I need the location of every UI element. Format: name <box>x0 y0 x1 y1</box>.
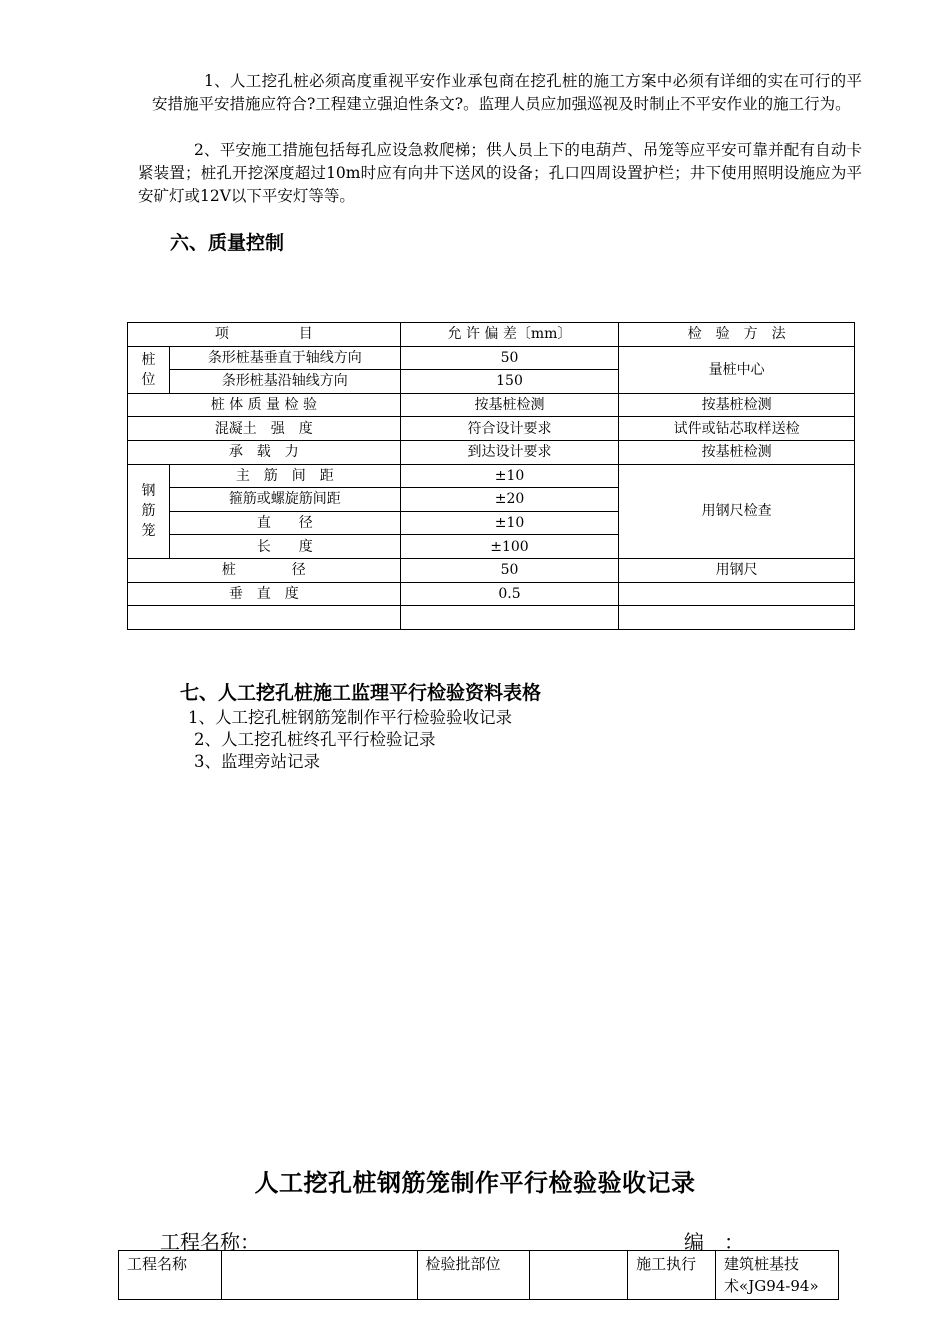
table-cell-item: 垂 直 度 <box>128 582 401 606</box>
table-cell-empty <box>128 606 401 630</box>
table-cell-item: 长 度 <box>169 535 400 559</box>
table-cell-method: 用钢尺 <box>619 558 855 582</box>
table-cell-tolerance: 50 <box>400 558 619 582</box>
table-row <box>128 558 855 582</box>
table-cell-tolerance: 到达设计要求 <box>400 440 619 464</box>
quality-tolerance-table <box>127 322 855 630</box>
table-row <box>128 582 855 606</box>
table-cell-item: 直 径 <box>169 511 400 535</box>
table-cell-tolerance: 150 <box>400 370 619 394</box>
table-cell-method: 用钢尺检查 <box>619 464 855 558</box>
form-label-project-name: 工程名称 <box>119 1251 222 1300</box>
table-cell-item: 条形桩基沿轴线方向 <box>169 370 400 394</box>
project-name-label: 工程名称： <box>160 1230 260 1254</box>
header-item: 项 目 <box>128 323 401 347</box>
table-cell-tolerance: 符合设计要求 <box>400 417 619 441</box>
table-row-empty <box>128 606 855 630</box>
table-cell-item: 桩 径 <box>128 558 401 582</box>
table-row <box>128 393 855 417</box>
table-cell-tolerance: 按基桩检测 <box>400 393 619 417</box>
table-cell-item: 混凝土 强 度 <box>128 417 401 441</box>
table-cell-item: 主 筋 间 距 <box>169 464 400 488</box>
table-cell-tolerance: ±10 <box>400 511 619 535</box>
record-title: 人工挖孔桩钢筋笼制作平行检验验收记录 <box>254 1168 696 1197</box>
record-form-table <box>118 1250 839 1300</box>
table-cell-tolerance: 50 <box>400 346 619 370</box>
table-cell-tolerance: ±20 <box>400 488 619 512</box>
table-cell-method: 按基桩检测 <box>619 393 855 417</box>
table-cell-item: 承 载 力 <box>128 440 401 464</box>
table-cell-tolerance: ±100 <box>400 535 619 559</box>
safety-paragraph-2: 2、平安施工措施包括每孔应设急救爬梯；供人员上下的电葫芦、吊笼等应平安可靠并配有自动卡紧装置；桩孔开挖深度超过10m时应有向井下送风的设备；孔口四周设置护栏；井下使用照明设施应为平安矿灯或12V以下平安灯等等。 <box>138 141 862 205</box>
form-label-batch-location: 检验批部位 <box>417 1251 530 1300</box>
section-6-heading: 六、质量控制 <box>170 232 285 254</box>
cage-group-label: 钢 筋 笼 <box>128 464 170 558</box>
safety-paragraph-1: 1、人工挖孔桩必须高度重视平安作业承包商在挖孔桩的施工方案中必须有详细的实在可行的平安措施平安措施应符合?工程建立强迫性条文?。监理人员应加强巡视及时制止不平安作业的施工行为。 <box>152 72 862 113</box>
form-field-project-name[interactable] <box>221 1251 417 1300</box>
section-7-heading: 七、人工挖孔桩施工监理平行检验资料表格 <box>180 682 542 704</box>
table-row <box>128 464 855 488</box>
table-row <box>128 417 855 441</box>
form-label-standard: 施工执行 <box>628 1251 716 1300</box>
table-cell-tolerance: ±10 <box>400 464 619 488</box>
form-field-batch-location[interactable] <box>530 1251 628 1300</box>
header-method: 检 验 方 法 <box>619 323 855 347</box>
table-cell-method: 按基桩检测 <box>619 440 855 464</box>
table-cell-item: 条形桩基垂直于轴线方向 <box>169 346 400 370</box>
table-row <box>128 440 855 464</box>
table-header-row <box>128 323 855 347</box>
table-cell-empty <box>400 606 619 630</box>
section-7-item: 3、监理旁站记录 <box>194 752 320 771</box>
form-row <box>119 1251 839 1300</box>
table-cell-method: 量桩中心 <box>619 346 855 393</box>
table-cell-empty <box>619 606 855 630</box>
pile-position-group-label: 桩 位 <box>128 346 170 393</box>
table-cell-method: 试件或钻芯取样送检 <box>619 417 855 441</box>
section-7-item: 2、人工挖孔桩终孔平行检验记录 <box>194 730 436 749</box>
section-7-item: 1、人工挖孔桩钢筋笼制作平行检验验收记录 <box>188 708 512 727</box>
table-cell-tolerance: 0.5 <box>400 582 619 606</box>
header-tolerance: 允 许 偏 差〔mm〕 <box>400 323 619 347</box>
table-row <box>128 346 855 370</box>
table-cell-method <box>619 582 855 606</box>
record-number-label: 编 ： <box>684 1230 744 1254</box>
form-value-standard: 建筑桩基技术«JG94-94» <box>716 1251 839 1300</box>
table-cell-item: 桩 体 质 量 检 验 <box>128 393 401 417</box>
table-cell-item: 箍筋或螺旋筋间距 <box>169 488 400 512</box>
